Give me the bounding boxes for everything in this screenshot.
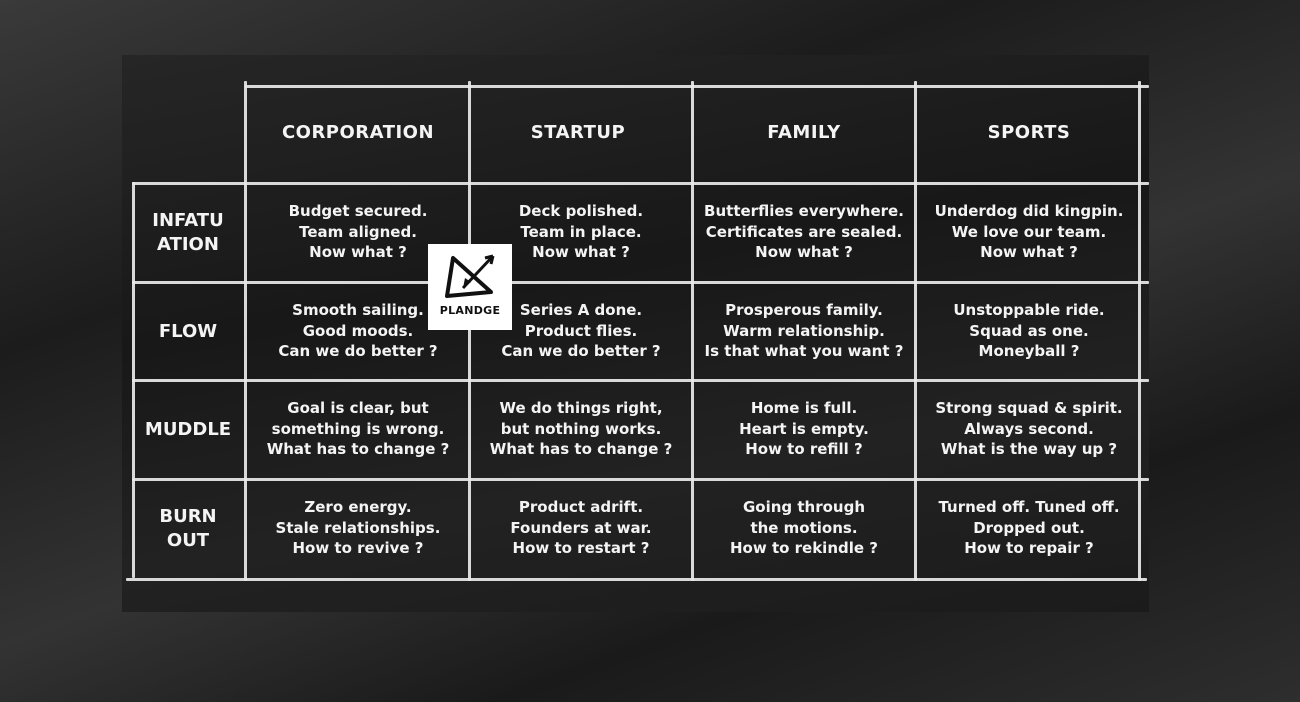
cell-line: Prosperous family. [725,301,883,320]
table-cell [694,481,914,575]
cell-line: Now what ? [755,243,853,262]
cell-line: Unstoppable ride. [953,301,1105,320]
cell-line: How to rekindle ? [730,539,878,558]
cell-line: Warm relationship. [723,321,885,340]
cell-line: Turned off. Tuned off. [938,498,1120,517]
cell-line: Stale relationships. [275,518,441,537]
cell-line: Now what ? [532,243,630,262]
cell-line: the motions. [750,518,858,537]
table-cell [694,284,914,378]
grid-line [245,85,1149,88]
row-header-infatuation: INFATU ATION [152,210,224,255]
grid-line [126,578,1147,581]
table-cell [694,382,914,476]
cell-line: Going through [742,498,866,517]
grid-line [914,81,917,581]
cell-line: Squad as one. [969,321,1089,340]
table-cell [471,382,691,476]
cell-line: Product flies. [524,321,638,340]
plandge-logo [428,244,512,330]
column-header-corporation: CORPORATION [281,121,435,143]
row-header-flow: FLOW [158,321,218,342]
column-header-family: FAMILY [767,121,841,143]
cell-line: Product adrift. [518,498,644,517]
table-cell [919,284,1139,378]
table-cell [919,481,1139,575]
table-cell [248,481,468,575]
cell-line: Butterflies everywhere. [704,202,904,221]
cell-line: How to refill ? [745,440,863,459]
table-cell [694,185,914,279]
cell-line: Can we do better ? [501,342,661,361]
cell-line: Can we do better ? [278,342,438,361]
column-header-sports: SPORTS [987,121,1071,143]
cell-line: Moneyball ? [978,342,1080,361]
cell-line: We love our team. [951,222,1107,241]
logo-text: PLANDGE [439,304,501,317]
triangle-arrow-icon [439,250,501,304]
cell-line: Budget secured. [288,202,428,221]
table-cell [919,185,1139,279]
cell-line: Underdog did kingpin. [934,202,1124,221]
cell-line: Heart is empty. [739,419,869,438]
cell-line: We do things right, [499,399,663,418]
cell-line: What has to change ? [489,440,673,459]
table-cell [919,382,1139,476]
cell-line: What has to change ? [266,440,450,459]
cell-line: Team aligned. [299,222,417,241]
cell-line: Goal is clear, but [287,399,429,418]
grid-line [244,81,247,581]
table-cell [248,382,468,476]
cell-line: Dropped out. [973,518,1085,537]
cell-line: Now what ? [309,243,407,262]
cell-line: Strong squad & spirit. [935,399,1123,418]
cell-line: How to restart ? [512,539,650,558]
cell-line: something is wrong. [271,419,445,438]
cell-line: Deck polished. [518,202,644,221]
table-cell [471,481,691,575]
row-header-muddle: MUDDLE [144,419,232,440]
cell-line: Smooth sailing. [292,301,424,320]
cell-line: Always second. [964,419,1094,438]
chalkboard [122,55,1149,612]
cell-line: Team in place. [520,222,642,241]
cell-line: Is that what you want ? [704,342,904,361]
column-header-startup: STARTUP [530,121,626,143]
cell-line: What is the way up ? [940,440,1118,459]
cell-line: Certificates are sealed. [705,222,903,241]
cell-line: but nothing works. [500,419,662,438]
cell-line: How to revive ? [292,539,424,558]
cell-line: Series A done. [519,301,643,320]
cell-line: Now what ? [980,243,1078,262]
cell-line: Good moods. [302,321,414,340]
cell-line: Founders at war. [510,518,652,537]
cell-line: Zero energy. [304,498,412,517]
row-header-burnout: BURN OUT [159,506,217,551]
cell-line: How to repair ? [964,539,1094,558]
cell-line: Home is full. [750,399,858,418]
